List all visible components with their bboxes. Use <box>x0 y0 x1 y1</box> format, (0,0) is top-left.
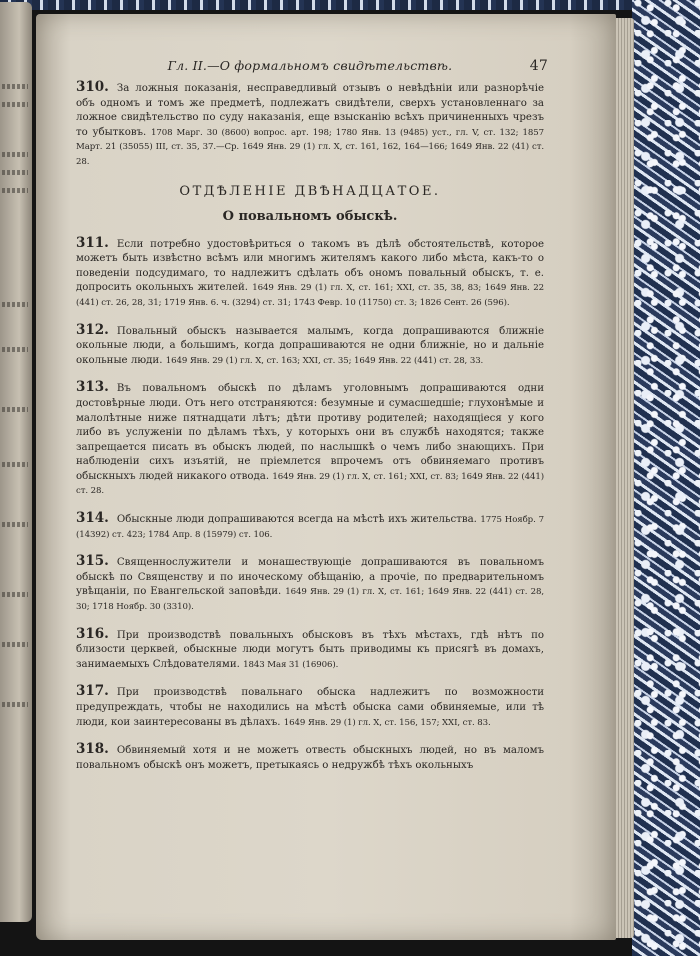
article-number: 318. <box>76 741 109 758</box>
article-number: 317. <box>76 683 109 700</box>
article-references: 1649 Янв. 29 (1) гл. X, ст. 161; XXI, ст. 83; 1649 Янв. 22 (441) ст. 28. <box>76 471 544 497</box>
text-fragment <box>2 462 28 467</box>
article-311 <box>76 236 544 311</box>
article-number: 310. <box>76 79 109 95</box>
article-text: Обвиняемый хотя и не можетъ отвесть обыскныхъ людей, но въ маломъ повальномъ обыскѣ онъ можетъ, претыкаясь о недружбѣ тѣхъ окольныхъ <box>76 745 544 771</box>
article-references: 1843 Мая 31 (16906). <box>243 659 339 670</box>
article-316 <box>76 627 544 673</box>
article-references: 1708 Марг. 30 (8600) вопрос. арт. 198; 1780 Янв. 13 (9485) уст., гл. V, ст. 132; 1857 Март. 21 (35055) III, ст. 35, 37.—Ср. 1649 Янв. 29 (1) гл. X, ст. 161, 162, 164—166; 1649 Янв. 22 (41) ст. 28. <box>76 127 544 167</box>
previous-page-edge <box>0 2 32 922</box>
marbled-cover-top <box>0 0 700 10</box>
article-312 <box>76 323 544 369</box>
page-content <box>76 58 548 785</box>
article-314 <box>76 511 544 542</box>
text-fragment <box>2 642 28 647</box>
article-references: 1649 Янв. 29 (1) гл. X, ст. 161; 1649 Янв. 22 (441) ст. 28, 30; 1718 Ноябр. 30 (3310). <box>76 587 544 613</box>
article-text: Обыскные люди допрашиваются всегда на мѣстѣ ихъ жительства. <box>116 514 477 526</box>
article-number: 315. <box>76 553 109 570</box>
article-references: 1775 Ноябр. 7 (14392) ст. 423; 1784 Апр. 8 (15979) ст. 106. <box>76 515 544 540</box>
running-head-title: Гл. II.—О формальномъ свидѣтельствѣ. <box>167 58 453 73</box>
article-number: 314. <box>76 510 109 527</box>
running-head <box>76 58 548 80</box>
text-fragment <box>2 188 28 193</box>
article-text: Въ повальномъ обыскѣ по дѣламъ уголовнымъ допрашиваются одни достовѣрные люди. Отъ него отстраняются: безумные и сумасшедшіе; глухонѣмые и малолѣтные ниже пятнадцати лѣтъ; дѣти противу родителей; находящіеся у кого либо въ услуженіи по дѣламъ тѣхъ, у которыхъ они въ службѣ находятся; также запрещается писать въ обыскъ людей, по наслышкѣ о чемъ либо знающихъ. При наблюденіи сихъ изъятій, не пріемлется впрочемъ отъ обвиняемаго противъ обыскныхъ людей никакого отвода. <box>76 383 544 482</box>
article-315 <box>76 554 544 614</box>
article-text: Священнослужители и монашествующіе допрашиваются въ повальномъ обыскѣ по Священству и по иноческому обѣщанію, а прочіе, по предварительномъ увѣщаніи, по Евангельской заповѣди. <box>76 557 544 598</box>
article-text: Повальный обыскъ называется малымъ, когда допрашиваются ближніе окольные люди, а большимъ, когда допрашиваются не одни ближніе, но и дальніе окольные люди. <box>76 325 544 366</box>
article-number: 313. <box>76 379 109 396</box>
article-references: 1649 Янв. 29 (1) гл. X, ст. 161; XXI, ст. 35, 38, 83; 1649 Янв. 22 (441) ст. 26, 28, 31; 1719 Янв. 6. ч. (3294) ст. 31; 1743 Февр. 10 (11750) ст. 3; 1826 Сент. 26 (596). <box>76 283 544 308</box>
text-fragment <box>2 152 28 157</box>
article-text: При производствѣ повальнаго обыска надлежитъ по возможности предупреждать, чтобы не находились на мѣстѣ обыска сами обвиняемые, или тѣ люди, кои заинтересованы въ дѣлахъ. <box>76 687 544 728</box>
article-number: 316. <box>76 625 109 642</box>
text-fragment <box>2 102 28 107</box>
article-references: 1649 Янв. 29 (1) гл. X, ст. 156, 157; XXI, ст. 83. <box>283 717 491 728</box>
article-text: За ложныя показанія, несправедливый отзывъ о невѣдѣніи или разнорѣчіе объ одномъ и томъ же предметѣ, подлежатъ свидѣтели, сверхъ установленнаго за ложное свидѣтельство по суду наказанія, еще взысканію всѣхъ причиненныхъ чрезъ то убытковъ. <box>76 83 544 138</box>
text-fragment <box>2 592 28 597</box>
text-fragment <box>2 347 28 352</box>
text-fragment <box>2 702 28 707</box>
section-subtitle: О повальномъ обыскѣ. <box>222 208 398 224</box>
article-318 <box>76 742 544 773</box>
text-fragment <box>2 84 28 89</box>
text-fragment <box>2 522 28 527</box>
text-fragment <box>2 170 28 175</box>
text-fragment <box>2 302 28 307</box>
article-number: 311. <box>76 234 109 251</box>
article-references: 1649 Янв. 29 (1) гл. X, ст. 163; XXI, ст. 35; 1649 Янв. 22 (441) ст. 28, 33. <box>165 355 484 366</box>
page-number: 47 <box>529 58 548 74</box>
article-313 <box>76 380 544 499</box>
section-title: ОТДѢЛЕНІЕ ДВѢНАДЦАТОЕ. <box>179 183 441 199</box>
text-fragment <box>2 407 28 412</box>
article-text: При производствѣ повальныхъ обысковъ въ тѣхъ мѣстахъ, гдѣ нѣтъ по близости церквей, обыскные люди могутъ быть приводимы къ присягѣ въ домахъ, занимаемыхъ Слѣдователями. <box>76 629 544 670</box>
article-317 <box>76 684 544 730</box>
article-310 <box>76 80 544 170</box>
marbled-cover <box>632 0 700 956</box>
article-number: 312. <box>76 321 109 338</box>
article-text: Если потребно удостовѣриться о такомъ въ дѣлѣ обстоятельствѣ, которое можетъ быть извѣстно всѣмъ или многимъ жителямъ какого либо мѣста, какъ-то о поведеніи подсудимаго, то надлежитъ сдѣлать объ ономъ повальный обыскъ, т. е. допросить окольныхъ жителей. <box>76 238 544 294</box>
